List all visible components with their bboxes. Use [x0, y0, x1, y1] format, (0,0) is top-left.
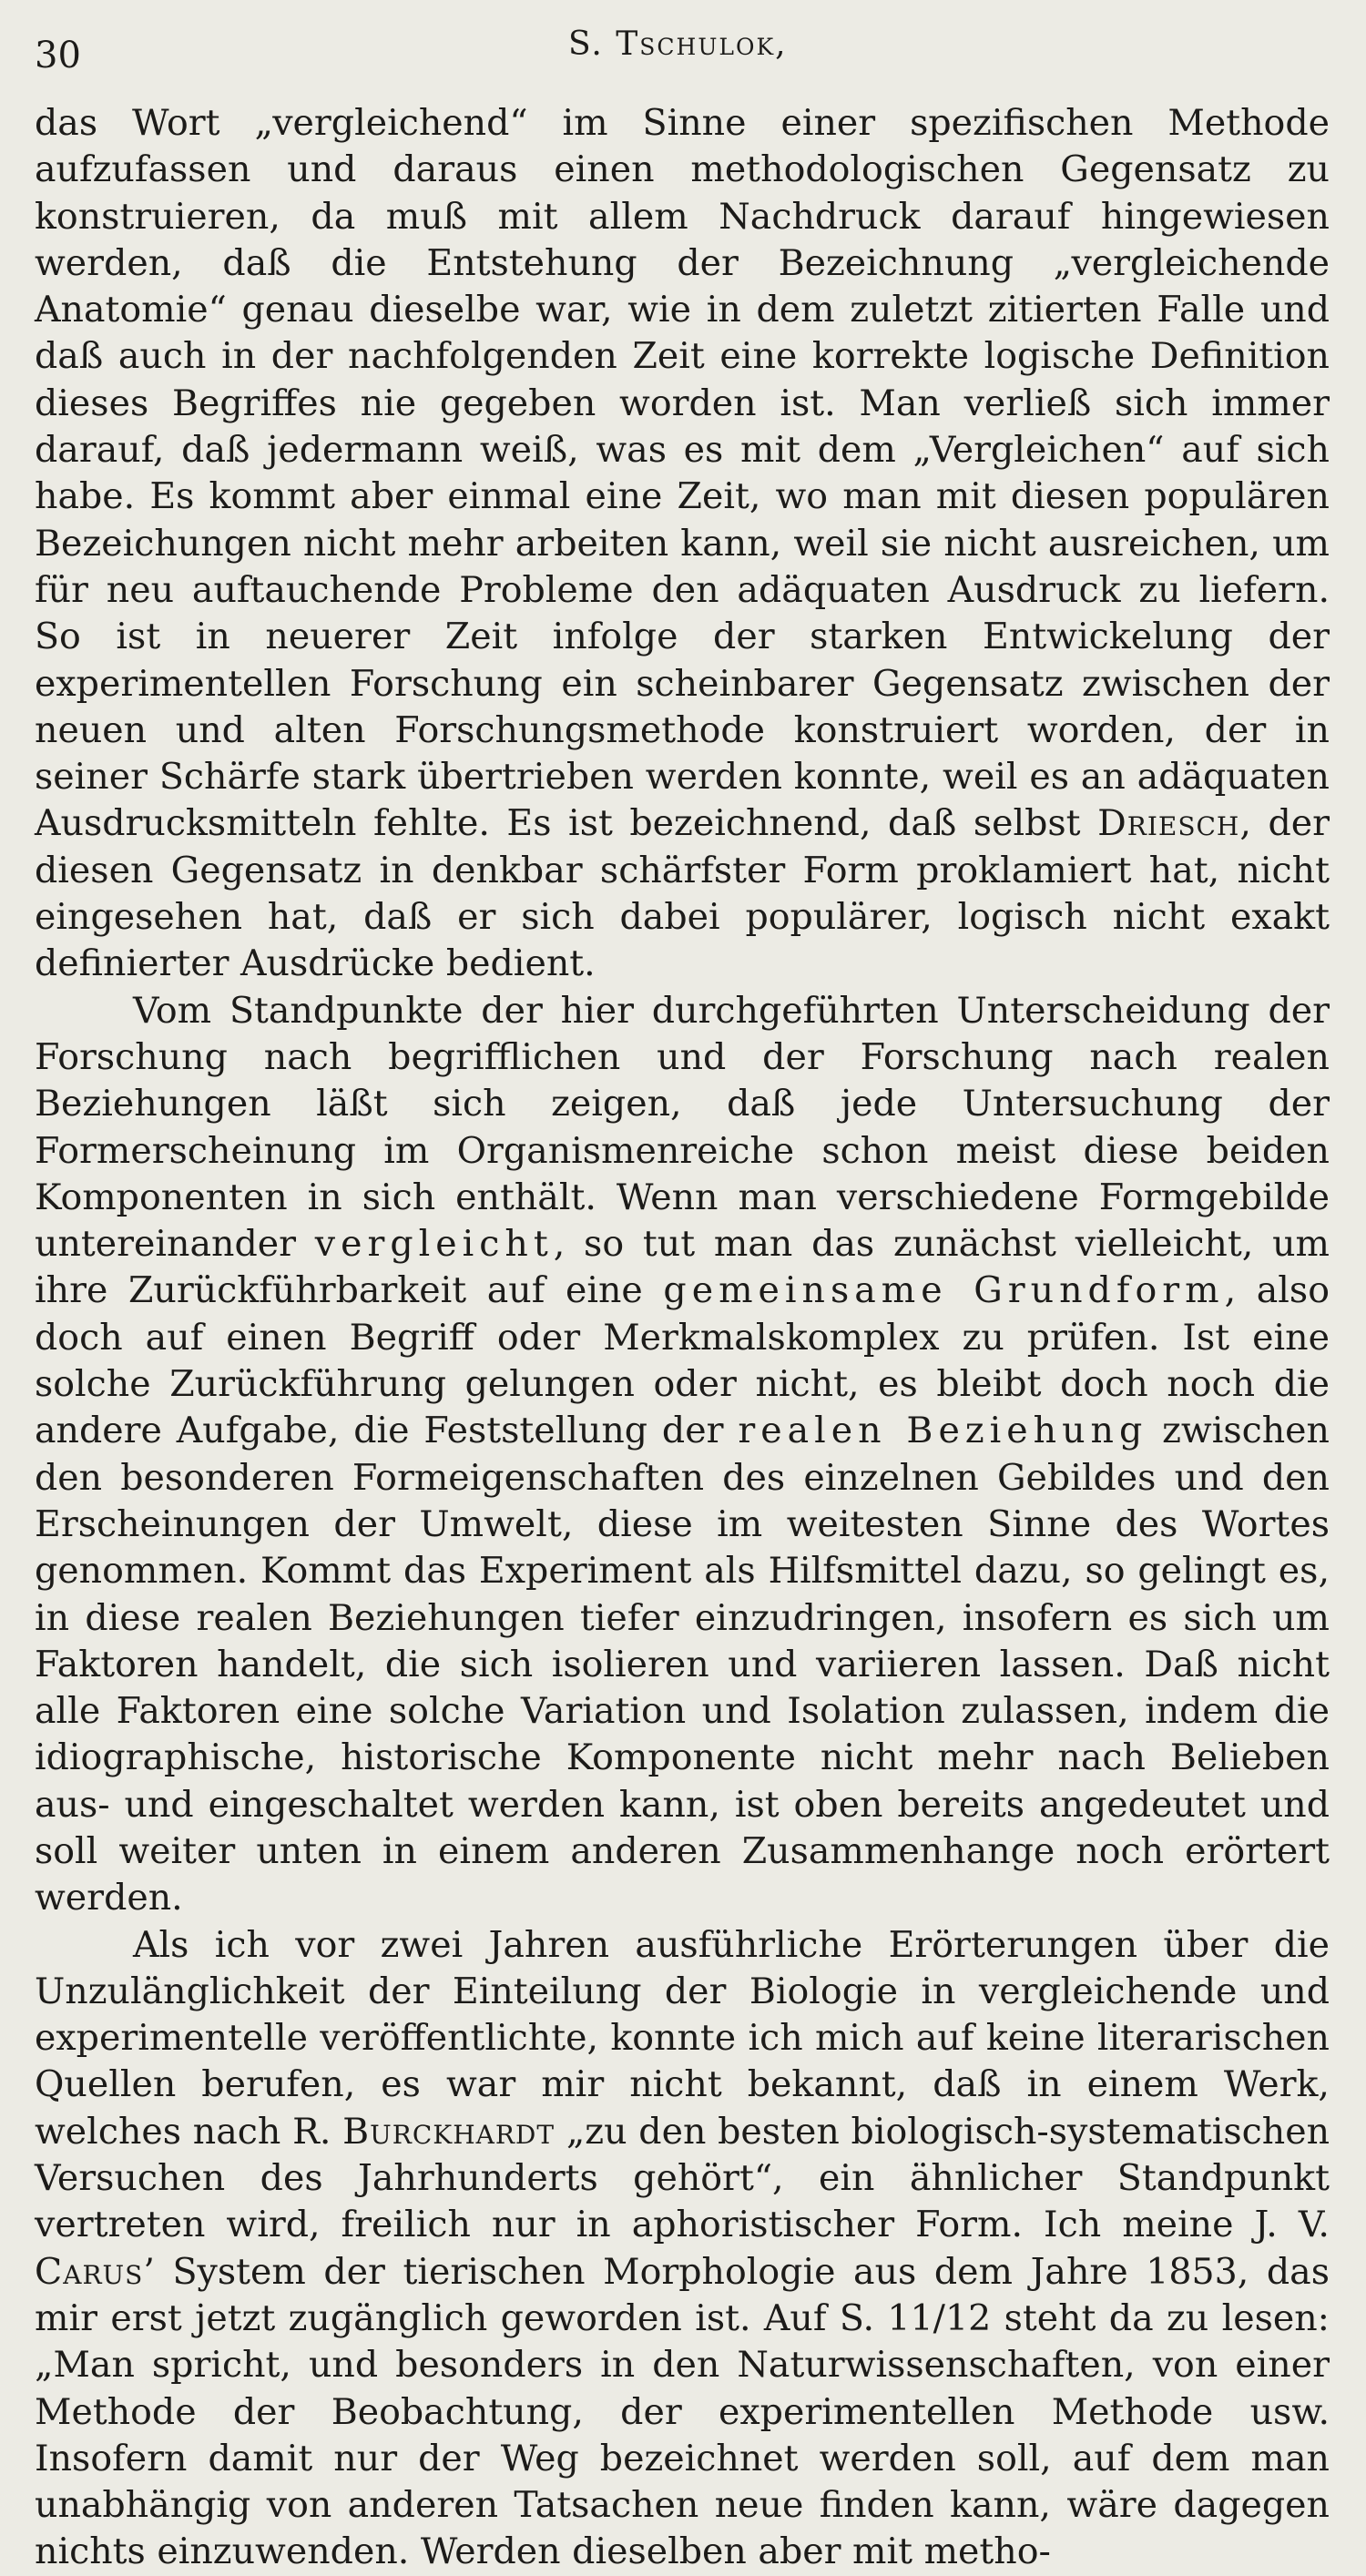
text-segment: zwischen den besonderen Formeigenschaften des einzelnen Gebildes und den Erscheinungen der Umwelt, diese im weitesten Sinne des Wortes genommen. Kommt das Experiment als Hilfsmittel dazu, so gelingt es, in diese realen Beziehungen tiefer einzudringen, insofern es sich um Faktoren handelt, die sich isolieren und variieren lassen. Daß nicht alle Faktoren eine solche Variation und Isolation zulassen, indem die idiographische, historische Komponente nicht mehr nach Belieben aus- und eingeschaltet werden kann, ist oben bereits angedeutet und soll weiter unten in einem anderen Zusammenhange noch erörtert werden.: [35, 1410, 1330, 1919]
author-name-carus: Carus: [35, 2250, 144, 2293]
body-text: [35, 100, 1330, 2576]
text-segment: Als ich vor zwei Jahren ausführliche Erörterungen über die Unzulänglichkeit der Einteilung der Biologie in vergleichende und experimentelle veröffentlichte, konnte ich mich auf keine literarischen Quellen berufen, es war mir nicht bekannt, daß in einem Werk, welches nach R.: [35, 1923, 1330, 2153]
paragraph-3: [35, 1922, 1330, 2576]
text-segment: , der diesen Gegensatz in denkbar schärfster Form proklamiert hat, nicht eingesehen hat, daß er sich dabei populärer, logisch nicht exakt definierter Ausdrücke bedient.: [35, 802, 1330, 985]
text-segment: ’ System der tierischen Morphologie aus dem Jahre 1853, das mir erst jetzt zugänglich geworden ist. Auf S. 11/12 steht da zu lesen: „Man spricht, und besonders in den Naturwissenschaften, von einer Methode der Beobachtung, der experimentellen Methode usw. Insofern damit nur der Weg bezeichnet werden soll, auf dem man unabhängig von anderen Tatsachen neue finden kann, wäre dagegen nichts einzuwenden. Werden dieselben aber mit metho-: [35, 2250, 1330, 2573]
running-head: S. Tschulok,: [568, 25, 788, 63]
text-segment: „zu den besten biologisch-systematischen Versuchen des Jahrhunderts gehört“, ein ähnlicher Standpunkt vertreten wird, freilich nur in aphoristischer Form. Ich meine J. V.: [35, 2110, 1330, 2246]
page-header: [35, 0, 1330, 100]
spaced-emphasis: realen Beziehung: [738, 1410, 1148, 1452]
text-segment: , so tut man das zunächst vielleicht, um ihre Zurückführbarkeit auf eine: [35, 1223, 1330, 1312]
spaced-emphasis: gemeinsame Grundform: [663, 1269, 1225, 1312]
author-name-driesch: Driesch: [1097, 802, 1240, 845]
spaced-emphasis: vergleicht: [314, 1223, 554, 1266]
author-name-burckhardt: Burckhardt: [342, 2110, 556, 2153]
text-segment: das Wort „vergleichend“ im Sinne einer spezifischen Methode aufzufassen und daraus einen methodologischen Gegensatz zu konstruieren, da muß mit allem Nachdruck darauf hingewiesen werden, daß die Entstehung der Bezeichnung „vergleichende Anatomie“ genau dieselbe war, wie in dem zuletzt zitierten Falle und daß auch in der nachfolgenden Zeit eine korrekte logische Definition dieses Begriffes nie gegeben worden ist. Man verließ sich immer darauf, daß jedermann weiß, was es mit dem „Vergleichen“ auf sich habe. Es kommt aber einmal eine Zeit, wo man mit diesen populären Bezeichungen nicht mehr arbeiten kann, weil sie nicht ausreichen, um für neu auftauchende Probleme den adäquaten Ausdruck zu liefern. So ist in neuerer Zeit infolge der starken Entwickelung der experimentellen Forschung ein scheinbarer Gegensatz zwischen der neuen und alten Forschungsmethode konstruiert worden, der in seiner Schärfe stark übertrieben werden konnte, weil es an adäquaten Ausdrucksmitteln fehlte. Es ist bezeichnend, daß selbst: [35, 102, 1330, 845]
paragraph-2: [35, 988, 1330, 1922]
page-number: 30: [35, 35, 81, 76]
text-segment: Vom Standpunkte der hier durchgeführten Unterscheidung der Forschung nach begrifflichen und der Forschung nach realen Beziehungen läßt sich zeigen, daß jede Untersuchung der Formerscheinung im Organismenreiche schon meist diese beiden Komponenten in sich enthält. Wenn man verschiedene Formgebilde untereinander: [35, 989, 1330, 1266]
text-segment: , also doch auf einen Begriff oder Merkmalskomplex zu prüfen. Ist eine solche Zurückführung gelungen oder nicht, es bleibt doch noch die andere Aufgabe, die Feststellung der: [35, 1269, 1330, 1452]
paragraph-1: [35, 100, 1330, 988]
